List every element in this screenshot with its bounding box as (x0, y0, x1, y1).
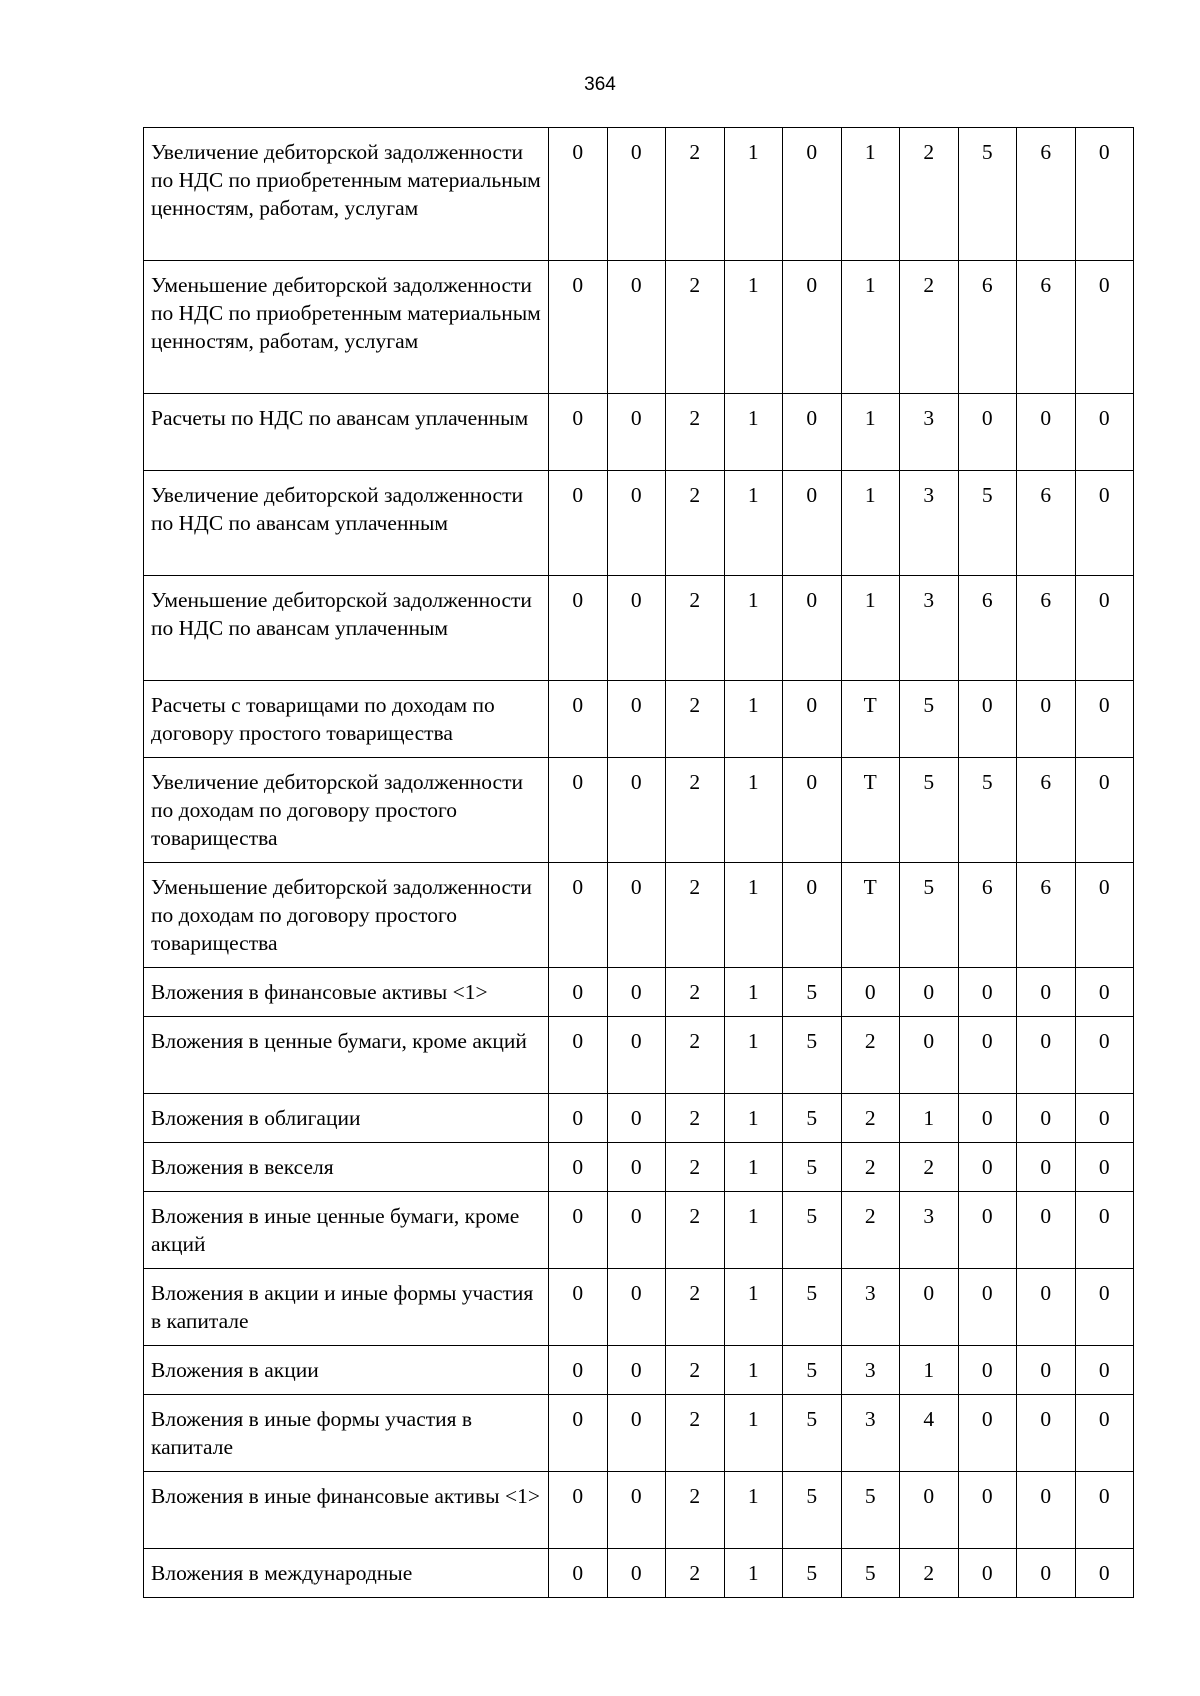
code-digit-cell: 0 (783, 471, 842, 576)
code-digit-cell: 0 (607, 1549, 666, 1598)
row-label: Вложения в иные финансовые активы <1> (144, 1472, 549, 1549)
code-digit-cell: 0 (549, 1549, 608, 1598)
table-row (144, 394, 1134, 471)
code-digit-cell: 1 (841, 394, 900, 471)
code-digit-cell: 2 (841, 1192, 900, 1269)
code-digit-cell: 0 (549, 863, 608, 968)
code-digit-cell: 6 (1017, 261, 1076, 394)
code-digit-cell: 0 (607, 128, 666, 261)
code-digit-cell: 0 (607, 1094, 666, 1143)
table-row (144, 1346, 1134, 1395)
code-digit-cell: 6 (958, 576, 1017, 681)
table-row (144, 681, 1134, 758)
code-digit-cell: 0 (900, 1472, 959, 1549)
code-digit-cell: 2 (666, 576, 725, 681)
code-digit-cell: 1 (724, 261, 783, 394)
code-digit-cell: 1 (724, 1346, 783, 1395)
code-digit-cell: 2 (666, 394, 725, 471)
code-digit-cell: 5 (783, 968, 842, 1017)
code-digit-cell: 0 (1017, 1192, 1076, 1269)
code-digit-cell: 3 (900, 471, 959, 576)
code-digit-cell: 0 (1075, 576, 1134, 681)
code-digit-cell: 2 (900, 1143, 959, 1192)
code-digit-cell: 0 (1075, 681, 1134, 758)
code-digit-cell: 0 (1017, 1395, 1076, 1472)
code-digit-cell: 1 (724, 1269, 783, 1346)
code-digit-cell: Т (841, 758, 900, 863)
code-digit-cell: 5 (783, 1269, 842, 1346)
code-digit-cell: 0 (958, 681, 1017, 758)
row-label: Вложения в иные ценные бумаги, кроме акций (144, 1192, 549, 1269)
table-row (144, 1549, 1134, 1598)
row-label: Вложения в иные формы участия в капитале (144, 1395, 549, 1472)
code-digit-cell: 0 (958, 1094, 1017, 1143)
code-digit-cell: 0 (1075, 863, 1134, 968)
code-digit-cell: 0 (1017, 1143, 1076, 1192)
code-digit-cell: 2 (666, 1472, 725, 1549)
code-digit-cell: 0 (1017, 1346, 1076, 1395)
code-digit-cell: 2 (666, 863, 725, 968)
code-digit-cell: 0 (549, 1017, 608, 1094)
code-digit-cell: 0 (1075, 1017, 1134, 1094)
row-label: Уменьшение дебиторской задолженности по НДС по авансам уплаченным (144, 576, 549, 681)
code-digit-cell: 0 (783, 681, 842, 758)
code-digit-cell: 3 (841, 1269, 900, 1346)
code-digit-cell: 2 (841, 1143, 900, 1192)
code-digit-cell: 0 (958, 1549, 1017, 1598)
code-digit-cell: 6 (1017, 758, 1076, 863)
code-digit-cell: 0 (958, 1017, 1017, 1094)
page-number: 364 (584, 74, 616, 95)
code-digit-cell: 1 (724, 1395, 783, 1472)
row-label: Вложения в облигации (144, 1094, 549, 1143)
row-label: Увеличение дебиторской задолженности по доходам по договору простого товарищества (144, 758, 549, 863)
table-row (144, 968, 1134, 1017)
code-digit-cell: 0 (1017, 968, 1076, 1017)
code-digit-cell: 0 (549, 1472, 608, 1549)
code-digit-cell: 0 (549, 261, 608, 394)
code-digit-cell: 0 (607, 394, 666, 471)
code-digit-cell: 0 (607, 576, 666, 681)
table-row (144, 1395, 1134, 1472)
row-label: Уменьшение дебиторской задолженности по доходам по договору простого товарищества (144, 863, 549, 968)
code-digit-cell: 0 (1075, 1192, 1134, 1269)
code-digit-cell: 0 (1017, 1549, 1076, 1598)
code-digit-cell: 2 (841, 1094, 900, 1143)
account-code-table (143, 127, 1134, 1598)
code-digit-cell: 0 (1075, 394, 1134, 471)
code-digit-cell: 0 (1017, 394, 1076, 471)
code-digit-cell: 2 (900, 128, 959, 261)
code-digit-cell: 0 (549, 1346, 608, 1395)
code-digit-cell: 0 (607, 471, 666, 576)
code-digit-cell: 0 (549, 471, 608, 576)
code-digit-cell: 0 (958, 968, 1017, 1017)
code-digit-cell: 0 (607, 1395, 666, 1472)
code-digit-cell: 0 (1075, 1395, 1134, 1472)
code-digit-cell: 0 (958, 1192, 1017, 1269)
code-digit-cell: 2 (666, 1346, 725, 1395)
code-digit-cell: 0 (958, 1472, 1017, 1549)
code-digit-cell: 0 (607, 1192, 666, 1269)
row-label: Увеличение дебиторской задолженности по НДС по авансам уплаченным (144, 471, 549, 576)
code-digit-cell: 0 (549, 681, 608, 758)
code-digit-cell: 3 (841, 1395, 900, 1472)
code-digit-cell: 1 (724, 968, 783, 1017)
table-row (144, 576, 1134, 681)
code-digit-cell: 1 (724, 1192, 783, 1269)
code-digit-cell: 0 (1017, 1094, 1076, 1143)
code-digit-cell: 2 (666, 758, 725, 863)
code-digit-cell: 0 (900, 1017, 959, 1094)
code-digit-cell: 6 (1017, 471, 1076, 576)
code-digit-cell: 0 (1075, 968, 1134, 1017)
code-digit-cell: 0 (1075, 1143, 1134, 1192)
code-digit-cell: 0 (549, 128, 608, 261)
code-digit-cell: 5 (900, 681, 959, 758)
code-digit-cell: 0 (607, 1269, 666, 1346)
row-label: Вложения в ценные бумаги, кроме акций (144, 1017, 549, 1094)
table-row (144, 471, 1134, 576)
code-digit-cell: 0 (841, 968, 900, 1017)
code-digit-cell: 0 (607, 758, 666, 863)
code-digit-cell: 6 (958, 863, 1017, 968)
code-digit-cell: 5 (900, 758, 959, 863)
code-digit-cell: 4 (900, 1395, 959, 1472)
code-digit-cell: 1 (900, 1094, 959, 1143)
code-digit-cell: 0 (900, 1269, 959, 1346)
code-digit-cell: 0 (900, 968, 959, 1017)
code-digit-cell: 0 (549, 1269, 608, 1346)
code-digit-cell: 0 (1017, 1472, 1076, 1549)
code-digit-cell: 0 (783, 128, 842, 261)
code-digit-cell: 1 (724, 471, 783, 576)
row-label: Вложения в финансовые активы <1> (144, 968, 549, 1017)
code-digit-cell: 0 (607, 261, 666, 394)
row-label: Увеличение дебиторской задолженности по НДС по приобретенным материальным ценностям, работам, услугам (144, 128, 549, 261)
table-row (144, 863, 1134, 968)
code-digit-cell: 2 (900, 261, 959, 394)
code-digit-cell: 2 (666, 471, 725, 576)
code-digit-cell: 2 (666, 128, 725, 261)
code-digit-cell: 5 (900, 863, 959, 968)
code-digit-cell: 6 (1017, 863, 1076, 968)
code-digit-cell: 0 (607, 968, 666, 1017)
table-row (144, 1472, 1134, 1549)
code-digit-cell: 0 (958, 1346, 1017, 1395)
code-digit-cell: 0 (607, 681, 666, 758)
code-digit-cell: 1 (841, 128, 900, 261)
code-digit-cell: 0 (549, 758, 608, 863)
code-digit-cell: 0 (958, 1395, 1017, 1472)
code-digit-cell: 0 (783, 576, 842, 681)
row-label: Вложения в международные (144, 1549, 549, 1598)
code-digit-cell: 1 (841, 471, 900, 576)
code-digit-cell: 0 (1075, 128, 1134, 261)
table-row (144, 1094, 1134, 1143)
code-digit-cell: 5 (958, 758, 1017, 863)
code-digit-cell: 0 (1075, 758, 1134, 863)
code-digit-cell: 0 (1075, 1549, 1134, 1598)
code-digit-cell: 2 (666, 1017, 725, 1094)
table-row (144, 1017, 1134, 1094)
code-digit-cell: 5 (783, 1346, 842, 1395)
code-digit-cell: 0 (958, 1143, 1017, 1192)
code-digit-cell: 1 (724, 394, 783, 471)
code-digit-cell: 5 (958, 471, 1017, 576)
code-digit-cell: 0 (549, 968, 608, 1017)
code-digit-cell: 1 (724, 1017, 783, 1094)
code-digit-cell: 0 (549, 394, 608, 471)
code-digit-cell: 1 (900, 1346, 959, 1395)
code-digit-cell: 0 (783, 758, 842, 863)
row-label: Вложения в векселя (144, 1143, 549, 1192)
code-digit-cell: 6 (1017, 576, 1076, 681)
code-digit-cell: 0 (549, 576, 608, 681)
code-digit-cell: 1 (724, 1094, 783, 1143)
code-digit-cell: 2 (666, 1395, 725, 1472)
table-row (144, 1269, 1134, 1346)
row-label: Расчеты с товарищами по доходам по договору простого товарищества (144, 681, 549, 758)
row-label: Уменьшение дебиторской задолженности по НДС по приобретенным материальным ценностям, работам, услугам (144, 261, 549, 394)
code-digit-cell: 0 (783, 261, 842, 394)
table-body (144, 128, 1134, 1598)
code-digit-cell: Т (841, 681, 900, 758)
code-digit-cell: 1 (724, 758, 783, 863)
code-digit-cell: 2 (841, 1017, 900, 1094)
code-digit-cell: 5 (783, 1192, 842, 1269)
code-digit-cell: 2 (666, 1549, 725, 1598)
code-digit-cell: 0 (607, 1472, 666, 1549)
code-digit-cell: 2 (666, 968, 725, 1017)
code-digit-cell: 0 (549, 1094, 608, 1143)
code-digit-cell: Т (841, 863, 900, 968)
code-digit-cell: 1 (724, 128, 783, 261)
code-digit-cell: 0 (783, 394, 842, 471)
code-digit-cell: 2 (666, 1192, 725, 1269)
code-digit-cell: 1 (724, 1143, 783, 1192)
code-digit-cell: 0 (607, 1346, 666, 1395)
code-digit-cell: 0 (607, 863, 666, 968)
row-label: Вложения в акции и иные формы участия в капитале (144, 1269, 549, 1346)
code-digit-cell: 0 (549, 1192, 608, 1269)
code-digit-cell: 2 (900, 1549, 959, 1598)
code-digit-cell: 0 (1017, 681, 1076, 758)
code-digit-cell: 0 (1075, 261, 1134, 394)
code-digit-cell: 2 (666, 1094, 725, 1143)
code-digit-cell: 5 (783, 1143, 842, 1192)
code-digit-cell: 5 (783, 1395, 842, 1472)
row-label: Вложения в акции (144, 1346, 549, 1395)
code-digit-cell: 1 (724, 1549, 783, 1598)
code-digit-cell: 0 (1075, 1269, 1134, 1346)
code-digit-cell: 0 (1075, 1346, 1134, 1395)
code-digit-cell: 0 (549, 1395, 608, 1472)
row-label: Расчеты по НДС по авансам уплаченным (144, 394, 549, 471)
code-digit-cell: 3 (900, 1192, 959, 1269)
code-digit-cell: 1 (841, 576, 900, 681)
code-digit-cell: 1 (724, 863, 783, 968)
code-digit-cell: 5 (958, 128, 1017, 261)
code-digit-cell: 0 (607, 1143, 666, 1192)
code-digit-cell: 6 (958, 261, 1017, 394)
code-digit-cell: 5 (783, 1017, 842, 1094)
table-row (144, 1143, 1134, 1192)
code-digit-cell: 0 (607, 1017, 666, 1094)
code-digit-cell: 0 (549, 1143, 608, 1192)
code-digit-cell: 2 (666, 261, 725, 394)
code-digit-cell: 2 (666, 1269, 725, 1346)
code-digit-cell: 2 (666, 681, 725, 758)
table-row (144, 128, 1134, 261)
code-digit-cell: 0 (1075, 1094, 1134, 1143)
code-digit-cell: 2 (666, 1143, 725, 1192)
code-digit-cell: 1 (724, 576, 783, 681)
code-digit-cell: 1 (724, 681, 783, 758)
code-digit-cell: 5 (783, 1472, 842, 1549)
code-digit-cell: 0 (783, 863, 842, 968)
code-digit-cell: 0 (958, 1269, 1017, 1346)
code-digit-cell: 3 (841, 1346, 900, 1395)
code-digit-cell: 5 (783, 1094, 842, 1143)
code-digit-cell: 5 (783, 1549, 842, 1598)
code-digit-cell: 0 (958, 394, 1017, 471)
code-digit-cell: 0 (1017, 1017, 1076, 1094)
code-digit-cell: 5 (841, 1549, 900, 1598)
table-row (144, 261, 1134, 394)
table-row (144, 1192, 1134, 1269)
code-digit-cell: 3 (900, 394, 959, 471)
code-digit-cell: 0 (1075, 1472, 1134, 1549)
code-digit-cell: 1 (841, 261, 900, 394)
code-digit-cell: 3 (900, 576, 959, 681)
code-digit-cell: 0 (1017, 1269, 1076, 1346)
code-digit-cell: 6 (1017, 128, 1076, 261)
code-digit-cell: 0 (1075, 471, 1134, 576)
code-digit-cell: 1 (724, 1472, 783, 1549)
code-digit-cell: 5 (841, 1472, 900, 1549)
table-row (144, 758, 1134, 863)
